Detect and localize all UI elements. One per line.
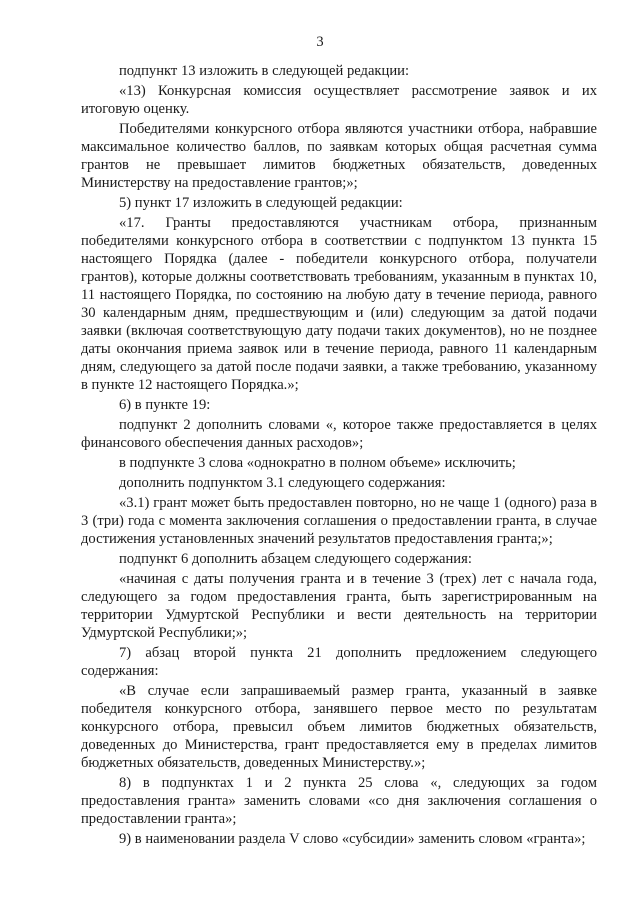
paragraph: подпункт 2 дополнить словами «, которое также предоставляется в целях финансового обеспечения данных расходов»;: [81, 417, 597, 451]
paragraph: 9) в наименовании раздела V слово «субсидии» заменить словом «гранта»;: [119, 831, 586, 847]
paragraph: «В случае если запрашиваемый размер гранта, указанный в заявке победителя конкурсного отбора, занявшего первое место по результатам конкурсного отбора, превысил объем лимитов бюджетных обязательств, доведенных до Министерства, грант предоставляется ему в пределах лимитов бюджетных обязательств, доведенных Министерству.»;: [81, 683, 597, 771]
document-body: [81, 62, 597, 850]
paragraph: подпункт 6 дополнить абзацем следующего содержания:: [119, 551, 472, 567]
paragraph: «13) Конкурсная комиссия осуществляет рассмотрение заявок и их итоговую оценку.: [81, 83, 597, 117]
paragraph: «3.1) грант может быть предоставлен повторно, но не чаще 1 (одного) раза в 3 (три) года с момента заключения соглашения о предоставлении гранта, в случае достижения установленных значений результатов предоставления гранта;»;: [81, 495, 597, 547]
paragraph: подпункт 13 изложить в следующей редакции:: [119, 63, 410, 79]
page-number: 3: [316, 34, 324, 50]
paragraph: «начиная с даты получения гранта и в течение 3 (трех) лет с начала года, следующего за годом предоставления гранта, быть зарегистрированным на территории Удмуртской Республики и вести деятельность на территории Удмуртской Республики;»;: [81, 571, 597, 641]
paragraph: Победителями конкурсного отбора являются участники отбора, набравшие максимальное количество баллов, по заявкам которых общая расчетная сумма грантов не превышает лимитов бюджетных обязательств, доведенных Министерству на предоставление грантов;»;: [81, 121, 597, 191]
paragraph: 6) в пункте 19:: [119, 397, 211, 413]
paragraph: 5) пункт 17 изложить в следующей редакции:: [119, 195, 403, 211]
paragraph: в подпункте 3 слова «однократно в полном объеме» исключить;: [119, 455, 516, 471]
paragraph: 8) в подпунктах 1 и 2 пункта 25 слова «, следующих за годом предоставления гранта» заменить словами «со дня заключения соглашения о предоставлении гранта»;: [81, 775, 597, 827]
paragraph: 7) абзац второй пункта 21 дополнить предложением следующего содержания:: [81, 645, 597, 679]
paragraph: дополнить подпунктом 3.1 следующего содержания:: [119, 475, 446, 491]
paragraph: «17. Гранты предоставляются участникам отбора, признанным победителями конкурсного отбора в соответствии с подпунктом 13 пункта 15 настоящего Порядка (далее - победители конкурсного отбора, получатели грантов), которые должны соответствовать требованиям, указанным в пунктах 10, 11 настоящего Порядка, по состоянию на любую дату в течение периода, равного 30 календарным дням, предшествующим и (или) следующим за датой подачи заявки (включая соответствующую дату подачи таких документов), но не позднее даты окончания приема заявок или в течение периода, равного 11 календарным дням, следующего за датой после подачи заявки, а также требованию, указанному в пункте 12 настоящего Порядка.»;: [81, 215, 597, 393]
